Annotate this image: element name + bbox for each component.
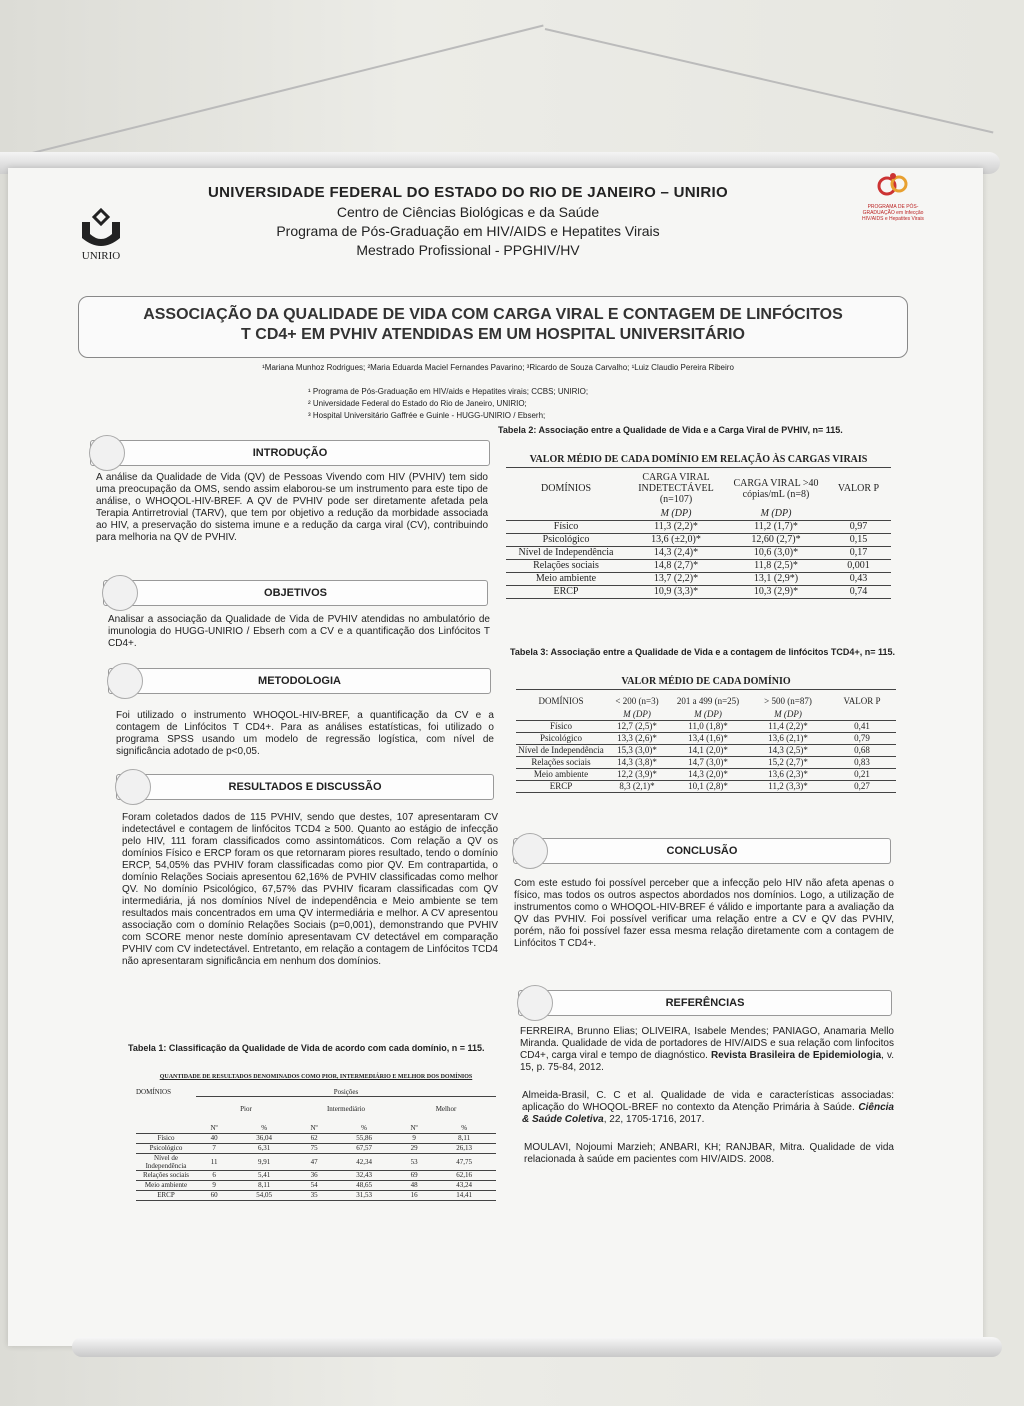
table1-domain-cell: Nível de Independência (136, 1153, 196, 1170)
table1-value-cell: 54 (296, 1180, 332, 1190)
table2-value-cell: 0,74 (826, 585, 891, 598)
table1-sub-n: Nº (296, 1123, 332, 1133)
table1-value-cell: 60 (196, 1190, 232, 1200)
table2-value-cell: 13,6 (±2,0)* (626, 533, 726, 546)
table1-domain-cell: Relações sociais (136, 1170, 196, 1180)
table3-value-cell: 0,27 (828, 780, 896, 792)
table3-value-cell: 12,2 (3,9)* (606, 768, 668, 780)
table1-value-cell: 26,13 (432, 1143, 496, 1153)
table1-value-cell: 62,16 (432, 1170, 496, 1180)
table1-row (136, 1190, 496, 1200)
table3-value-cell: 12,7 (2,5)* (606, 720, 668, 732)
table1-value-cell: 9 (196, 1180, 232, 1190)
table1-value-cell: 54,05 (232, 1190, 296, 1200)
table1-value-cell: 32,43 (332, 1170, 396, 1180)
table3-value-cell: 0,41 (828, 720, 896, 732)
table1-value-cell: 8,11 (432, 1133, 496, 1143)
conclusion-text: Com este estudo foi possível perceber que a infecção pelo HIV não afeta apenas o físico, mas todos os outros aspectos abordados nos domínios. Logo, a utilização de instrumentos como o WHOQOL-HIV-BREF é válido e importante para a avaliação da QV das PVHIV. Foi possível verificar uma relação entre a CV e QV das PVHIV, porém, não foi possível fazer essa mesma relação diretamente com a contagem de Linfócitos T CD4+. (514, 878, 894, 949)
table1-row (136, 1170, 496, 1180)
table3-heading: VALOR MÉDIO DE CADA DOMÍNIO (621, 676, 791, 687)
table2-value-cell: 12,60 (2,7)* (726, 533, 826, 546)
table1-value-cell: 40 (196, 1133, 232, 1143)
table3-value-cell: 13,6 (2,1)* (748, 732, 828, 744)
table1-value-cell: 35 (296, 1190, 332, 1200)
ppg-logo (858, 172, 928, 222)
table3 (516, 676, 896, 793)
table2-value-cell: 13,1 (2,9*) (726, 572, 826, 585)
table2-value-cell: 10,3 (2,9)* (726, 585, 826, 598)
table3-value-cell: 11,0 (1,8)* (668, 720, 748, 732)
table1-sub-pct: % (232, 1123, 296, 1133)
table1-col-posicoes: Posições (196, 1088, 496, 1097)
table2-sub-a: M (DP) (626, 507, 726, 520)
table1-value-cell: 43,24 (432, 1180, 496, 1190)
table3-row (516, 720, 896, 732)
table3-col-p: VALOR P (843, 696, 881, 706)
table1-heading: QUANTIDADE DE RESULTADOS DENOMINADOS COMO PIOR, INTERMEDIÁRIO E MELHOR DOS DOMÍNIOS (159, 1074, 473, 1080)
table3-value-cell: 14,3 (2,0)* (668, 768, 748, 780)
bottom-hanging-rod (72, 1337, 1002, 1357)
results-text: Foram coletados dados de 115 PVHIV, sendo que destes, 107 apresentaram CV indetectável e contagem de linfócitos TCD4 ≥ 500. Quanto ao estágio de infecção pelo HIV, 111 foram classificados como assintomáticos. Com relação a QV os domínios Físico e ERCP foram os que retornaram piores resultado, tendo o domínio ERCP, 54,05% das PVHIV foram classificadas como pior QV. Em contrapartida, o domínio Relações Sociais apresentou 62,16% de PVHIV classificadas como melhor QV. No domínio Psicológico, 67,57% das PVHIV ficaram classificadas com QV intermediária, já nos domínios Nível de independência e Meio ambiente se tem resultados mais concentrados em uma QV intermediária e melhor. A CV apresentou associação com o domínio Relações Sociais (p=0,001), demonstrando que PVHIV com SCORE menor neste domínio apresentavam CV detectável em comparação PVHIV com CV indetectável. Entretanto, em relação a contagem de Linfócitos TCD4 não apresentaram significância em nenhum dos domínios. (122, 812, 498, 967)
table1-row (136, 1133, 496, 1143)
table3-sub: M (DP) (668, 708, 748, 720)
table2-row (506, 520, 891, 533)
reference-3: MOULAVI, Nojoumi Marzieh; ANBARI, KH; RANJBAR, Mitra. Qualidade de vida relacionada à saúde em pacientes com HIV/AIDS. 2008. (524, 1142, 894, 1165)
table1-value-cell: 6 (196, 1170, 232, 1180)
table3-value-cell: 11,4 (2,2)* (748, 720, 828, 732)
table2-domain-cell: ERCP (506, 585, 626, 598)
table1-value-cell: 14,41 (432, 1190, 496, 1200)
table1-domain-cell: Físico (136, 1133, 196, 1143)
table1-row (136, 1143, 496, 1153)
table3-row (516, 732, 896, 744)
table3-value-cell: 11,2 (3,3)* (748, 780, 828, 792)
table1-group-pior: Pior (240, 1105, 252, 1113)
table2-value-cell: 14,8 (2,7)* (626, 559, 726, 572)
table2-heading: VALOR MÉDIO DE CADA DOMÍNIO EM RELAÇÃO ÀS CARGAS VIRAIS (529, 454, 868, 465)
table2-row (506, 546, 891, 559)
table3-col-201-499: 201 a 499 (n=25) (676, 696, 740, 706)
table3-domain-cell: Psicológico (516, 732, 606, 744)
table1-value-cell: 67,57 (332, 1143, 396, 1153)
table1-value-cell: 75 (296, 1143, 332, 1153)
ppg-logo-text: PROGRAMA DE PÓS-GRADUAÇÃO em Infecção HIV/AIDS e Hepatites Virais (862, 204, 924, 222)
table1-sub-pct: % (332, 1123, 396, 1133)
table2-domain-cell: Meio ambiente (506, 572, 626, 585)
table1-sub-n: Nº (396, 1123, 432, 1133)
affiliation-3: ³ Hospital Universitário Gaffrée e Guinle - HUGG-UNIRIO / Ebserh; (308, 411, 546, 420)
table2-row (506, 572, 891, 585)
table3-sub: M (DP) (606, 708, 668, 720)
table2-domain-cell: Nível de Independência (506, 546, 626, 559)
table1-value-cell: 5,41 (232, 1170, 296, 1180)
table3-value-cell: 0,68 (828, 744, 896, 756)
objectives-heading: OBJETIVOS (103, 580, 488, 606)
objectives-text: Analisar a associação da Qualidade de Vida de PVHIV atendidas no ambulatório de imunologia do HUGG-UNIRIO / Ebserh com a CV e a quantificação dos Linfócitos T CD4+. (108, 614, 490, 649)
table2-row (506, 533, 891, 546)
table3-value-cell: 13,6 (2,3)* (748, 768, 828, 780)
table2 (506, 454, 891, 599)
table1-value-cell: 31,53 (332, 1190, 396, 1200)
table1-value-cell: 36,04 (232, 1133, 296, 1143)
table1-value-cell: 36 (296, 1170, 332, 1180)
reference-2: Almeida-Brasil, C. C et al. Qualidade de vida e características associadas: aplicação do WHOQOL-BREF no contexto da Atenção Primária à Saúde. Ciência & Saúde Coletiva, 22, 1705-1716, 2017. (522, 1090, 894, 1125)
table3-domain-cell: ERCP (516, 780, 606, 792)
table3-value-cell: 14,3 (3,8)* (606, 756, 668, 768)
affiliation-2: ² Universidade Federal do Estado do Rio de Janeiro, UNIRIO; (308, 399, 527, 408)
table3-value-cell: 0,79 (828, 732, 896, 744)
table1-domain-cell: ERCP (136, 1190, 196, 1200)
intro-heading: INTRODUÇÃO (90, 440, 490, 466)
ppg-emblem-icon (875, 172, 911, 202)
table1-value-cell: 29 (396, 1143, 432, 1153)
table1-group-melhor: Melhor (435, 1105, 457, 1113)
affiliation-1: ¹ Programa de Pós-Graduação em HIV/aids e Hepatites virais; CCBS; UNIRIO; (308, 387, 589, 396)
unirio-logo-text: UNIRIO (81, 250, 121, 262)
program-name: Programa de Pós-Graduação em HIV/AIDS e Hepatites Virais (276, 223, 660, 239)
table2-caption: Tabela 2: Associação entre a Qualidade de Vida e a Carga Viral de PVHIV, n= 115. (498, 425, 843, 435)
table1-value-cell: 47,75 (432, 1153, 496, 1170)
table2-col-detectavel: CARGA VIRAL >40 cópias/mL (n=8) (733, 477, 819, 500)
methodology-text: Foi utilizado o instrumento WHOQOL-HIV-BREF, a quantificação da CV e a contagem de Linfócitos T CD4+. Para as análises estatísticas, foi utilizado o programa SPSS usando um modelo de regressão logística, com nível de significância adotado de p<0,05. (116, 710, 494, 757)
table1-sub-pct: % (432, 1123, 496, 1133)
table1-value-cell: 9,91 (232, 1153, 296, 1170)
methodology-heading: METODOLOGIA (108, 668, 491, 694)
table2-sub-b: M (DP) (726, 507, 826, 520)
title-line-2: T CD4+ EM PVHIV ATENDIDAS EM UM HOSPITAL UNIVERSITÁRIO (241, 326, 745, 343)
table3-value-cell: 8,3 (2,1)* (606, 780, 668, 792)
poster-title-box (78, 296, 908, 358)
table1-value-cell: 53 (396, 1153, 432, 1170)
table3-row (516, 768, 896, 780)
authors: ¹Mariana Munhoz Rodrigues; ²Maria Eduarda Maciel Fernandes Pavarino; ³Ricardo de Souza Carvalho; ¹Luiz Claudio Pereira Ribeiro (262, 363, 734, 372)
table2-col-dominios: DOMÍNIOS (541, 483, 591, 494)
reference-1: FERREIRA, Brunno Elias; OLIVEIRA, Isabele Mendes; PANIAGO, Anamaria Mello Miranda. Qualidade de vida de portadores de HIV/AIDS e sua relação com linfocitos CD4+, carga viral e tempo de diagnóstico. Revista Brasileira de Epidemiologia, v. 15, p. 75-84, 2012. (520, 1026, 894, 1073)
center-name: Centro de Ciências Biológicas e da Saúde (336, 204, 600, 220)
table3-domain-cell: Físico (516, 720, 606, 732)
affiliations (308, 386, 688, 422)
table1-domain-cell: Psicológico (136, 1143, 196, 1153)
table1-value-cell: 48 (396, 1180, 432, 1190)
table2-value-cell: 11,8 (2,5)* (726, 559, 826, 572)
table1-value-cell: 48,65 (332, 1180, 396, 1190)
table1-group-intermediario: Intermediário (326, 1105, 366, 1113)
table3-sub: M (DP) (748, 708, 828, 720)
table1-value-cell: 11 (196, 1153, 232, 1170)
table2-domain-cell: Físico (506, 520, 626, 533)
table2-value-cell: 11,3 (2,2)* (626, 520, 726, 533)
table3-row (516, 756, 896, 768)
table3-value-cell: 0,21 (828, 768, 896, 780)
table3-caption: Tabela 3: Associação entre a Qualidade de Vida e a contagem de linfócitos TCD4+, n= 115. (510, 647, 895, 657)
table3-value-cell: 0,83 (828, 756, 896, 768)
table2-value-cell: 10,6 (3,0)* (726, 546, 826, 559)
poster-header (158, 184, 778, 258)
table2-col-p: VALOR P (837, 483, 880, 494)
table3-col-gt500: > 500 (n=87) (764, 696, 812, 706)
table2-value-cell: 0,001 (826, 559, 891, 572)
table1-value-cell: 8,11 (232, 1180, 296, 1190)
table1-col-dominios: DOMÍNIOS (136, 1088, 171, 1096)
table1-sub-n: Nº (196, 1123, 232, 1133)
table2-row (506, 585, 891, 598)
table1-value-cell: 42,34 (332, 1153, 396, 1170)
table3-value-cell: 14,3 (2,5)* (748, 744, 828, 756)
table1-row (136, 1180, 496, 1190)
intro-text: A análise da Qualidade de Vida (QV) de Pessoas Vivendo com HIV (PVHIV) tem sido uma preocupação da OMS, sendo assim elaborou-se um instrumento para este tipo de análise, o WHOQOL-HIV-BREF. A QV de PVHIV pode ser diretamente afetada pela Terapia Antirretrovial (TARV), que tem por objetivo a redução da morbidade associada ao HIV, a preservação do sistema imune e a redução da carga viral (CV), contribuindo para melhoria na QV de PVHIV. (96, 472, 488, 543)
table1-value-cell: 16 (396, 1190, 432, 1200)
unirio-emblem-icon (78, 208, 124, 248)
table3-value-cell: 15,2 (2,7)* (748, 756, 828, 768)
table1 (136, 1074, 496, 1201)
table3-value-cell: 15,3 (3,0)* (606, 744, 668, 756)
table3-col-lt200: < 200 (n=3) (615, 696, 659, 706)
table2-value-cell: 0,43 (826, 572, 891, 585)
table2-domain-cell: Psicológico (506, 533, 626, 546)
table2-row (506, 559, 891, 572)
table1-value-cell: 47 (296, 1153, 332, 1170)
results-heading: RESULTADOS E DISCUSSÃO (116, 774, 494, 800)
table1-value-cell: 7 (196, 1143, 232, 1153)
table1-value-cell: 62 (296, 1133, 332, 1143)
table2-col-indetectavel: CARGA VIRAL INDETECTÁVEL (n=107) (638, 472, 714, 505)
table1-row (136, 1153, 496, 1170)
table3-value-cell: 13,3 (2,6)* (606, 732, 668, 744)
table3-value-cell: 14,7 (3,0)* (668, 756, 748, 768)
table2-value-cell: 14,3 (2,4)* (626, 546, 726, 559)
table2-value-cell: 13,7 (2,2)* (626, 572, 726, 585)
table2-domain-cell: Relações sociais (506, 559, 626, 572)
table3-row (516, 780, 896, 792)
table1-value-cell: 55,86 (332, 1133, 396, 1143)
scientific-poster (8, 168, 983, 1346)
table3-domain-cell: Nível de Independência (516, 744, 606, 756)
table3-value-cell: 13,4 (1,6)* (668, 732, 748, 744)
references-heading: REFERÊNCIAS (518, 990, 892, 1016)
table2-value-cell: 10,9 (3,3)* (626, 585, 726, 598)
unirio-logo (66, 208, 136, 262)
table3-value-cell: 10,1 (2,8)* (668, 780, 748, 792)
title-line-1: ASSOCIAÇÃO DA QUALIDADE DE VIDA COM CARGA VIRAL E CONTAGEM DE LINFÓCITOS (143, 306, 843, 323)
table3-domain-cell: Relações sociais (516, 756, 606, 768)
table1-domain-cell: Meio ambiente (136, 1180, 196, 1190)
table3-col-dominios: DOMÍNIOS (538, 696, 584, 706)
conclusion-heading: CONCLUSÃO (513, 838, 891, 864)
table1-value-cell: 9 (396, 1133, 432, 1143)
table1-value-cell: 69 (396, 1170, 432, 1180)
table2-value-cell: 11,2 (1,7)* (726, 520, 826, 533)
university-name: UNIVERSIDADE FEDERAL DO ESTADO DO RIO DE JANEIRO – UNIRIO (208, 184, 728, 201)
table2-value-cell: 0,17 (826, 546, 891, 559)
table3-row (516, 744, 896, 756)
table3-value-cell: 14,1 (2,0)* (668, 744, 748, 756)
course-name: Mestrado Profissional - PPGHIV/HV (356, 242, 580, 258)
table3-domain-cell: Meio ambiente (516, 768, 606, 780)
table2-value-cell: 0,15 (826, 533, 891, 546)
table2-value-cell: 0,97 (826, 520, 891, 533)
table1-caption: Tabela 1: Classificação da Qualidade de Vida de acordo com cada domínio, n = 115. (128, 1043, 485, 1053)
table1-value-cell: 6,31 (232, 1143, 296, 1153)
